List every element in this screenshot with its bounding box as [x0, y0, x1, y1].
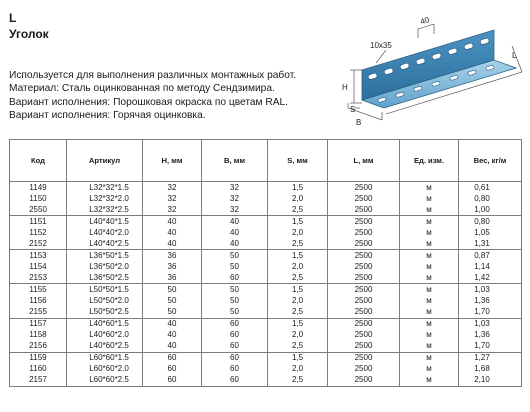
table-row: [10, 182, 522, 194]
cell-l: 2500: [328, 284, 400, 296]
cell-s: 2,0: [268, 364, 328, 375]
cell-article: L40*40*2.5: [67, 238, 143, 250]
cell-s: 1,5: [268, 318, 328, 330]
cell-unit: м: [400, 182, 459, 194]
cell-code: 1160: [10, 364, 67, 375]
cell-s: 2,0: [268, 227, 328, 238]
table-row: [10, 284, 522, 296]
cell-code: 1156: [10, 295, 67, 306]
cell-l: 2500: [328, 182, 400, 194]
cell-h: 50: [143, 295, 202, 306]
cell-b: 50: [202, 250, 268, 262]
cell-unit: м: [400, 216, 459, 228]
cell-s: 2,0: [268, 330, 328, 341]
cell-l: 2500: [328, 261, 400, 272]
cell-article: L32*32*2.5: [67, 204, 143, 216]
table-row: [10, 341, 522, 353]
cell-b: 50: [202, 284, 268, 296]
cell-h: 50: [143, 284, 202, 296]
cell-unit: м: [400, 284, 459, 296]
cell-l: 2500: [328, 216, 400, 228]
dim-label-l: L: [512, 51, 517, 60]
cell-unit: м: [400, 295, 459, 306]
table-row: [10, 364, 522, 375]
cell-l: 2500: [328, 204, 400, 216]
cell-b: 50: [202, 261, 268, 272]
cell-article: L32*32*2.0: [67, 193, 143, 204]
cell-h: 36: [143, 261, 202, 272]
cell-s: 2,5: [268, 272, 328, 284]
cell-unit: м: [400, 364, 459, 375]
column-header-s: S, мм: [268, 140, 328, 182]
cell-article: L36*50*1.5: [67, 250, 143, 262]
description-line: Материал: Сталь оцинкованная по методу Сендзимира.: [9, 83, 275, 95]
cell-b: 40: [202, 227, 268, 238]
table-row: [10, 261, 522, 272]
cell-weight: 1,68: [459, 364, 522, 375]
cell-l: 2500: [328, 238, 400, 250]
product-title: Уголок: [9, 27, 49, 41]
cell-unit: м: [400, 238, 459, 250]
table-header-row: [10, 140, 522, 182]
cell-weight: 1,36: [459, 330, 522, 341]
cell-l: 2500: [328, 364, 400, 375]
cell-h: 40: [143, 238, 202, 250]
cell-b: 40: [202, 238, 268, 250]
cell-weight: 1,36: [459, 295, 522, 306]
cell-article: L60*60*2.5: [67, 375, 143, 387]
cell-h: 40: [143, 318, 202, 330]
cell-b: 60: [202, 318, 268, 330]
cell-h: 32: [143, 204, 202, 216]
cell-article: L50*50*2.5: [67, 307, 143, 319]
table-row: [10, 216, 522, 228]
cell-h: 40: [143, 330, 202, 341]
cell-l: 2500: [328, 295, 400, 306]
cell-article: L60*60*1.5: [67, 352, 143, 364]
cell-unit: м: [400, 318, 459, 330]
cell-unit: м: [400, 250, 459, 262]
cell-l: 2500: [328, 307, 400, 319]
cell-s: 2,5: [268, 307, 328, 319]
cell-code: 1159: [10, 352, 67, 364]
description-line: Используется для выполнения различных монтажных работ.: [9, 70, 297, 81]
cell-h: 40: [143, 227, 202, 238]
cell-b: 60: [202, 272, 268, 284]
spec-table-body: [10, 182, 522, 387]
column-header-h: H, мм: [143, 140, 202, 182]
cell-weight: 1,14: [459, 261, 522, 272]
table-row: [10, 352, 522, 364]
cell-unit: м: [400, 261, 459, 272]
cell-code: 1155: [10, 284, 67, 296]
cell-b: 60: [202, 341, 268, 353]
cell-article: L50*50*2.0: [67, 295, 143, 306]
dim-label-top: 40: [419, 15, 431, 27]
table-row: [10, 307, 522, 319]
description-line: Вариант исполнения: Порошковая окраска по цветам RAL.: [9, 96, 289, 108]
cell-unit: м: [400, 193, 459, 204]
cell-h: 40: [143, 216, 202, 228]
cell-article: L40*60*2.0: [67, 330, 143, 341]
cell-s: 2,5: [268, 238, 328, 250]
cell-s: 2,5: [268, 204, 328, 216]
cell-unit: м: [400, 307, 459, 319]
table-row: [10, 295, 522, 306]
cell-b: 60: [202, 352, 268, 364]
cell-l: 2500: [328, 250, 400, 262]
cell-article: L40*40*1.5: [67, 216, 143, 228]
product-description: [9, 69, 296, 122]
table-row: [10, 238, 522, 250]
dim-label-hole: 10x35: [370, 41, 392, 50]
cell-weight: 0,87: [459, 250, 522, 262]
cell-article: L40*60*2.5: [67, 341, 143, 353]
cell-article: L36*50*2.5: [67, 272, 143, 284]
cell-weight: 1,31: [459, 238, 522, 250]
column-header-b: B, мм: [202, 140, 268, 182]
cell-weight: 0,80: [459, 193, 522, 204]
cell-code: 1157: [10, 318, 67, 330]
table-row: [10, 204, 522, 216]
cell-article: L40*60*1.5: [67, 318, 143, 330]
column-header-weight: Вес, кг/м: [459, 140, 522, 182]
cell-b: 60: [202, 330, 268, 341]
cell-weight: 1,00: [459, 204, 522, 216]
column-header-l: L, мм: [328, 140, 400, 182]
spec-table: [9, 139, 522, 387]
cell-h: 60: [143, 375, 202, 387]
table-row: [10, 193, 522, 204]
angle-profile-drawing: [326, 8, 526, 133]
cell-code: 1158: [10, 330, 67, 341]
cell-weight: 0,61: [459, 182, 522, 194]
cell-h: 60: [143, 364, 202, 375]
cell-unit: м: [400, 204, 459, 216]
cell-h: 36: [143, 272, 202, 284]
cell-article: L40*40*2.0: [67, 227, 143, 238]
cell-article: L36*50*2.0: [67, 261, 143, 272]
cell-unit: м: [400, 375, 459, 387]
cell-code: 1152: [10, 227, 67, 238]
cell-code: 2550: [10, 204, 67, 216]
cell-h: 50: [143, 307, 202, 319]
cell-b: 32: [202, 193, 268, 204]
cell-code: 2156: [10, 341, 67, 353]
table-row: [10, 272, 522, 284]
cell-unit: м: [400, 330, 459, 341]
cell-weight: 1,03: [459, 284, 522, 296]
cell-b: 60: [202, 375, 268, 387]
cell-unit: м: [400, 272, 459, 284]
cell-b: 50: [202, 295, 268, 306]
cell-h: 40: [143, 341, 202, 353]
column-header-unit: Ед. изм.: [400, 140, 459, 182]
description-line: Вариант исполнения: Горячая оцинковка.: [9, 109, 206, 121]
table-row: [10, 330, 522, 341]
header: [9, 11, 49, 42]
cell-weight: 1,05: [459, 227, 522, 238]
dim-label-h: H: [342, 83, 348, 92]
cell-code: 2157: [10, 375, 67, 387]
cell-b: 50: [202, 307, 268, 319]
cell-b: 32: [202, 182, 268, 194]
cell-l: 2500: [328, 375, 400, 387]
cell-l: 2500: [328, 193, 400, 204]
cell-unit: м: [400, 341, 459, 353]
cell-weight: 1,03: [459, 318, 522, 330]
dim-label-b: B: [356, 118, 362, 127]
cell-h: 36: [143, 250, 202, 262]
cell-unit: м: [400, 352, 459, 364]
cell-unit: м: [400, 227, 459, 238]
table-row: [10, 250, 522, 262]
cell-b: 40: [202, 216, 268, 228]
cell-s: 2,0: [268, 261, 328, 272]
cell-code: 1151: [10, 216, 67, 228]
cell-s: 1,5: [268, 216, 328, 228]
cell-s: 1,5: [268, 250, 328, 262]
cell-s: 2,5: [268, 341, 328, 353]
table-row: [10, 318, 522, 330]
cell-h: 32: [143, 182, 202, 194]
cell-s: 2,0: [268, 193, 328, 204]
cell-s: 2,5: [268, 375, 328, 387]
cell-h: 32: [143, 193, 202, 204]
dim-label-s: S: [350, 105, 356, 114]
cell-l: 2500: [328, 227, 400, 238]
cell-b: 60: [202, 364, 268, 375]
cell-s: 1,5: [268, 284, 328, 296]
cell-weight: 2,10: [459, 375, 522, 387]
cell-l: 2500: [328, 341, 400, 353]
cell-weight: 0,80: [459, 216, 522, 228]
product-code-letter: L: [9, 11, 17, 25]
cell-article: L60*60*2.0: [67, 364, 143, 375]
cell-b: 32: [202, 204, 268, 216]
cell-code: 2153: [10, 272, 67, 284]
cell-weight: 1,27: [459, 352, 522, 364]
cell-code: 1149: [10, 182, 67, 194]
table-row: [10, 227, 522, 238]
cell-l: 2500: [328, 352, 400, 364]
cell-weight: 1,42: [459, 272, 522, 284]
cell-s: 1,5: [268, 182, 328, 194]
cell-s: 2,0: [268, 295, 328, 306]
column-header-article: Артикул: [67, 140, 143, 182]
cell-l: 2500: [328, 330, 400, 341]
cell-l: 2500: [328, 272, 400, 284]
cell-article: L50*50*1.5: [67, 284, 143, 296]
cell-l: 2500: [328, 318, 400, 330]
cell-weight: 1,70: [459, 341, 522, 353]
cell-code: 1153: [10, 250, 67, 262]
cell-code: 2155: [10, 307, 67, 319]
table-row: [10, 375, 522, 387]
cell-code: 1154: [10, 261, 67, 272]
column-header-code: Код: [10, 140, 67, 182]
cell-weight: 1,70: [459, 307, 522, 319]
cell-h: 60: [143, 352, 202, 364]
cell-code: 2152: [10, 238, 67, 250]
cell-article: L32*32*1.5: [67, 182, 143, 194]
cell-s: 1,5: [268, 352, 328, 364]
cell-code: 1150: [10, 193, 67, 204]
